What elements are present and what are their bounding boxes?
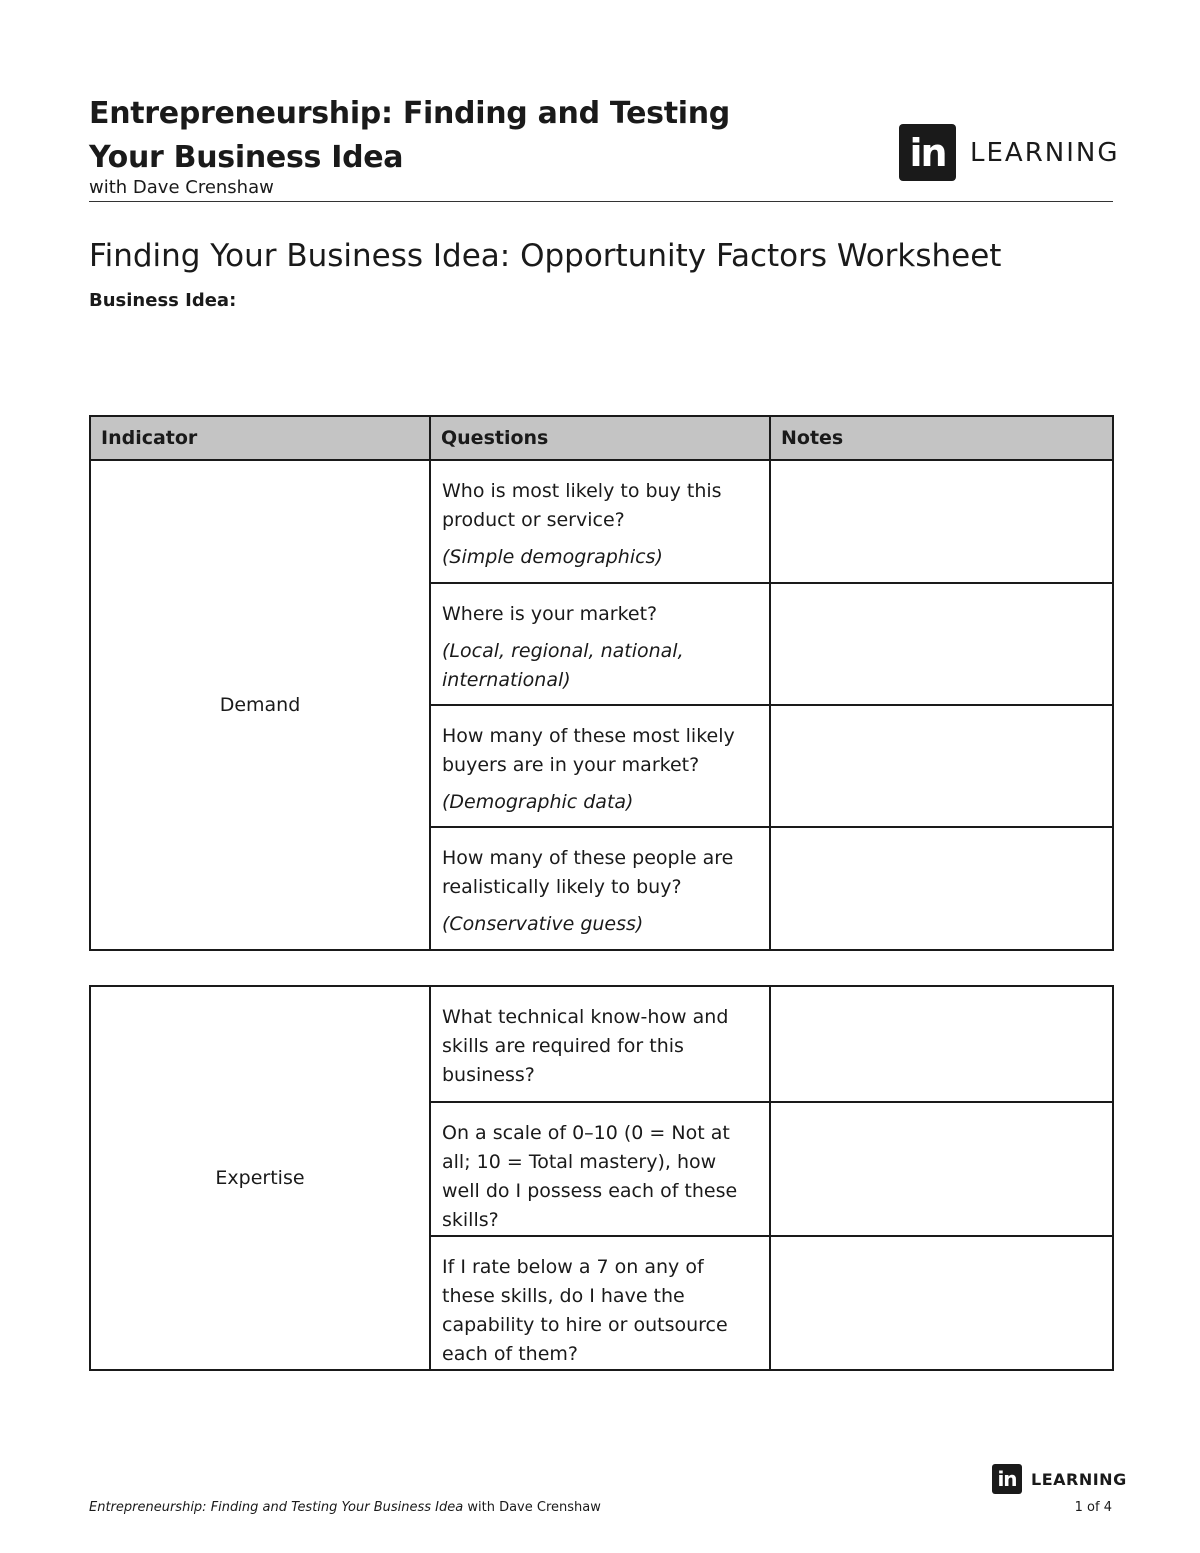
linkedin-learning-logo (899, 124, 1119, 181)
page-number: 1 of 4 (1074, 1500, 1112, 1515)
question-cell (430, 460, 770, 583)
course-author: with Dave Crenshaw (89, 177, 274, 198)
linkedin-in-icon: in (899, 124, 956, 181)
question-text: Who is most likely to buy this product or service? (442, 480, 722, 531)
question-cell (430, 986, 770, 1102)
question-hint: (Conservative guess) (442, 913, 644, 935)
footer-course-title: Entrepreneurship: Finding and Testing Your Business Idea (89, 1500, 464, 1515)
business-idea-label: Business Idea: (89, 290, 237, 311)
question-cell (430, 705, 770, 827)
notes-cell[interactable] (770, 1236, 1113, 1370)
question-text: On a scale of 0–10 (0 = Not at all; 10 = Total mastery), how well do I possess each of these skills? (442, 1122, 738, 1231)
question-cell (430, 1102, 770, 1236)
demand-table (89, 415, 1114, 951)
worksheet-title: Finding Your Business Idea: Opportunity Factors Worksheet (89, 238, 1002, 274)
column-header-questions: Questions (430, 416, 770, 460)
logo-wordmark: LEARNING (1031, 1469, 1127, 1489)
question-text: Where is your market? (442, 603, 658, 625)
footer-linkedin-learning-logo (992, 1464, 1127, 1494)
table-row (90, 460, 1113, 583)
expertise-table (89, 985, 1114, 1371)
notes-cell[interactable] (770, 1102, 1113, 1236)
header-divider (89, 201, 1113, 202)
column-header-indicator: Indicator (90, 416, 430, 460)
notes-cell[interactable] (770, 705, 1113, 827)
indicator-expertise: Expertise (90, 986, 430, 1370)
question-cell (430, 583, 770, 705)
notes-cell[interactable] (770, 583, 1113, 705)
indicator-demand: Demand (90, 460, 430, 950)
question-text: How many of these people are realistically likely to buy? (442, 847, 734, 898)
course-title-line-1: Entrepreneurship: Finding and Testing (89, 96, 730, 131)
question-hint: (Simple demographics) (442, 546, 663, 568)
question-hint: (Local, regional, national, international) (442, 640, 684, 691)
column-header-notes: Notes (770, 416, 1113, 460)
question-text: What technical know-how and skills are required for this business? (442, 1006, 729, 1086)
question-hint: (Demographic data) (442, 791, 634, 813)
question-cell (430, 1236, 770, 1370)
table-row (90, 986, 1113, 1102)
question-text: If I rate below a 7 on any of these skills, do I have the capability to hire or outsource each of them? (442, 1256, 728, 1365)
notes-cell[interactable] (770, 460, 1113, 583)
notes-cell[interactable] (770, 986, 1113, 1102)
logo-wordmark: LEARNING (970, 137, 1120, 168)
course-title-line-2: Your Business Idea (89, 140, 404, 175)
table-header-row (90, 416, 1113, 460)
linkedin-in-icon: in (992, 1464, 1022, 1494)
question-text: How many of these most likely buyers are in your market? (442, 725, 735, 776)
footer-course-credit (89, 1500, 601, 1515)
course-title (89, 92, 809, 180)
question-cell (430, 827, 770, 950)
notes-cell[interactable] (770, 827, 1113, 950)
footer-author: with Dave Crenshaw (463, 1500, 601, 1515)
